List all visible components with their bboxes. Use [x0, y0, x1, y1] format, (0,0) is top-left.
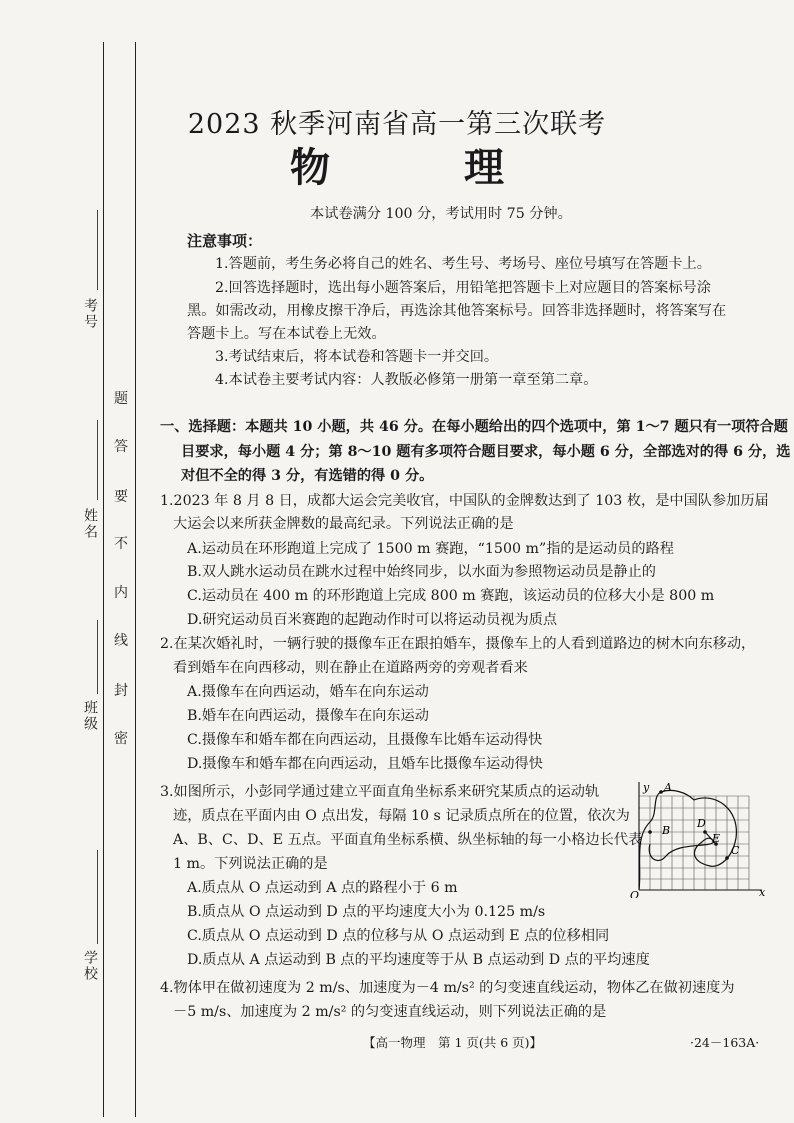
notes-line: 答题卡上。写在本试卷上无效。 — [187, 326, 386, 342]
seal-char: 不 — [114, 536, 128, 552]
class-blank — [97, 620, 98, 694]
q2-option: D.摄像车和婚车都在向西运动，且婚车比摄像车运动得快 — [187, 756, 543, 772]
q2-option: C.摄像车和婚车都在向西运动，且摄像车比婚车运动得快 — [187, 732, 543, 748]
label-b: B — [662, 824, 671, 837]
footer-code: ·24－163A· — [690, 1035, 760, 1050]
notes-heading: 注意事项： — [187, 232, 263, 250]
q3-stem: A、B、C、D、E 五点。平面直角坐标系横、纵坐标轴的每一小格边长代表 — [173, 832, 643, 848]
q1-option: C.运动员在 400 m 的环形跑道上完成 800 m 赛跑，该运动员的位移大小是 800 m — [187, 588, 715, 604]
margin-rule-outer — [103, 42, 104, 1117]
q1-stem: 大运会以来所获金牌数的最高纪录。下列说法正确的是 — [173, 516, 514, 532]
class-label: 班级 — [82, 700, 98, 732]
grid — [639, 796, 749, 890]
notes-line: 3.考试结束后，将本试卷和答题卡一并交回。 — [215, 349, 499, 365]
name-label: 姓名 — [82, 508, 98, 540]
q3-stem: 1 m。下列说法正确的是 — [173, 856, 328, 872]
seal-char: 密 — [114, 731, 128, 747]
q2-stem: 2.在某次婚礼时，一辆行驶的摄像车正在跟拍婚车，摄像车上的人看到道路边的树木向东移动， — [160, 636, 756, 652]
exam-title: 2023 秋季河南省高一第三次联考 — [187, 109, 607, 140]
q3-option: D.质点从 A 点运动到 B 点的平均速度等于从 B 点运动到 D 点的平均速度 — [187, 952, 650, 968]
q3-option: A.质点从 O 点运动到 A 点的路程小于 6 m — [187, 880, 458, 896]
point-d — [703, 830, 707, 834]
q1-option: D.研究运动员百米赛跑的起跑动作时可以将运动员视为质点 — [187, 612, 558, 628]
label-o: O — [630, 889, 640, 898]
label-y: y — [643, 781, 650, 794]
q2-stem: 看到婚车在向西移动，则在静止在道路两旁的旁观者看来 — [173, 660, 528, 676]
q3-trajectory-figure — [628, 778, 768, 898]
seal-char: 答 — [114, 439, 128, 455]
notes-line: 4.本试卷主要考试内容：人教版必修第一册第一章至第二章。 — [215, 372, 598, 388]
point-b — [648, 830, 652, 834]
notes-line: 1.答题前，考生务必将自己的姓名、考生号、考场号、座位号填写在答题卡上。 — [215, 256, 711, 272]
section1-instructions: 目要求，每小题 4 分；第 8～10 题有多项符合题目要求，每小题 6 分，全部选对的得 6 分，选 — [181, 444, 791, 460]
q2-option: A.摄像车在向西运动，婚车在向东运动 — [187, 684, 429, 700]
label-c: C — [731, 844, 740, 857]
notes-line: 2.回答选择题时，选出每小题答案后，用铅笔把答题卡上对应题目的答案标号涂 — [215, 280, 711, 296]
q3-option: C.质点从 O 点运动到 D 点的位移与从 O 点运动到 E 点的位移相同 — [187, 928, 610, 944]
q1-option: B.双人跳水运动员在跳水过程中始终同步，以水面为参照物运动员是静止的 — [187, 564, 656, 580]
seal-char: 封 — [114, 683, 128, 699]
point-a — [659, 790, 663, 794]
q1-stem: 1.2023 年 8 月 8 日，成都大运会完美收官，中国队的金牌数达到了 103 枚，是中国队参加历届 — [160, 493, 769, 509]
section1-instructions: 对但不全的得 3 分，有选错的得 0 分。 — [181, 468, 434, 484]
exam-no-blank — [97, 210, 98, 290]
point-c — [725, 856, 729, 860]
label-x: x — [759, 886, 766, 898]
notes-line: 黑。如需改动，用橡皮擦干净后，再选涂其他答案标号。回答非选择题时，将答案写在 — [187, 303, 727, 319]
q3-stem: 迹，质点在平面内由 O 点出发，每隔 10 s 记录质点所在的位置，依次为 — [173, 808, 630, 824]
seal-char: 题 — [114, 391, 128, 407]
q2-option: B.婚车在向西运动，摄像车在向东运动 — [187, 708, 429, 724]
margin-rule-inner — [135, 42, 136, 1117]
q4-stem: 4.物体甲在做初速度为 2 m/s、加速度为－4 m/s² 的匀变速直线运动，物体乙在做初速度为 — [160, 980, 735, 996]
exam-no-label: 考号 — [82, 298, 98, 330]
school-label: 学校 — [82, 950, 98, 982]
school-blank — [97, 850, 98, 944]
seal-char: 线 — [114, 633, 128, 649]
subject-title: 物 理 — [290, 144, 564, 191]
q3-option: B.质点从 O 点运动到 D 点的平均速度大小为 0.125 m/s — [187, 904, 546, 920]
seal-char: 内 — [114, 585, 128, 601]
label-d: D — [697, 817, 706, 830]
label-a: A — [664, 781, 672, 794]
q1-option: A.运动员在环形跑道上完成了 1500 m 赛跑，“1500 m”指的是运动员的路程 — [187, 541, 674, 557]
label-e: E — [712, 832, 721, 845]
seal-char: 要 — [114, 489, 128, 505]
footer-page-info: 【高一物理 第 1 页(共 6 页)】 — [363, 1035, 543, 1050]
exam-subtitle: 本试卷满分 100 分，考试用时 75 分钟。 — [310, 206, 572, 222]
q3-stem: 3.如图所示，小彭同学通过建立平面直角坐标系来研究某质点的运动轨 — [160, 784, 600, 800]
section1-instructions: 一、选择题：本题共 10 小题，共 46 分。在每小题给出的四个选项中，第 1～7 题只有一项符合题 — [160, 419, 788, 435]
q4-stem: －5 m/s、加速度为 2 m/s² 的匀变速直线运动，则下列说法正确的是 — [173, 1004, 607, 1020]
name-blank — [97, 420, 98, 500]
trajectory-curve — [639, 790, 736, 890]
